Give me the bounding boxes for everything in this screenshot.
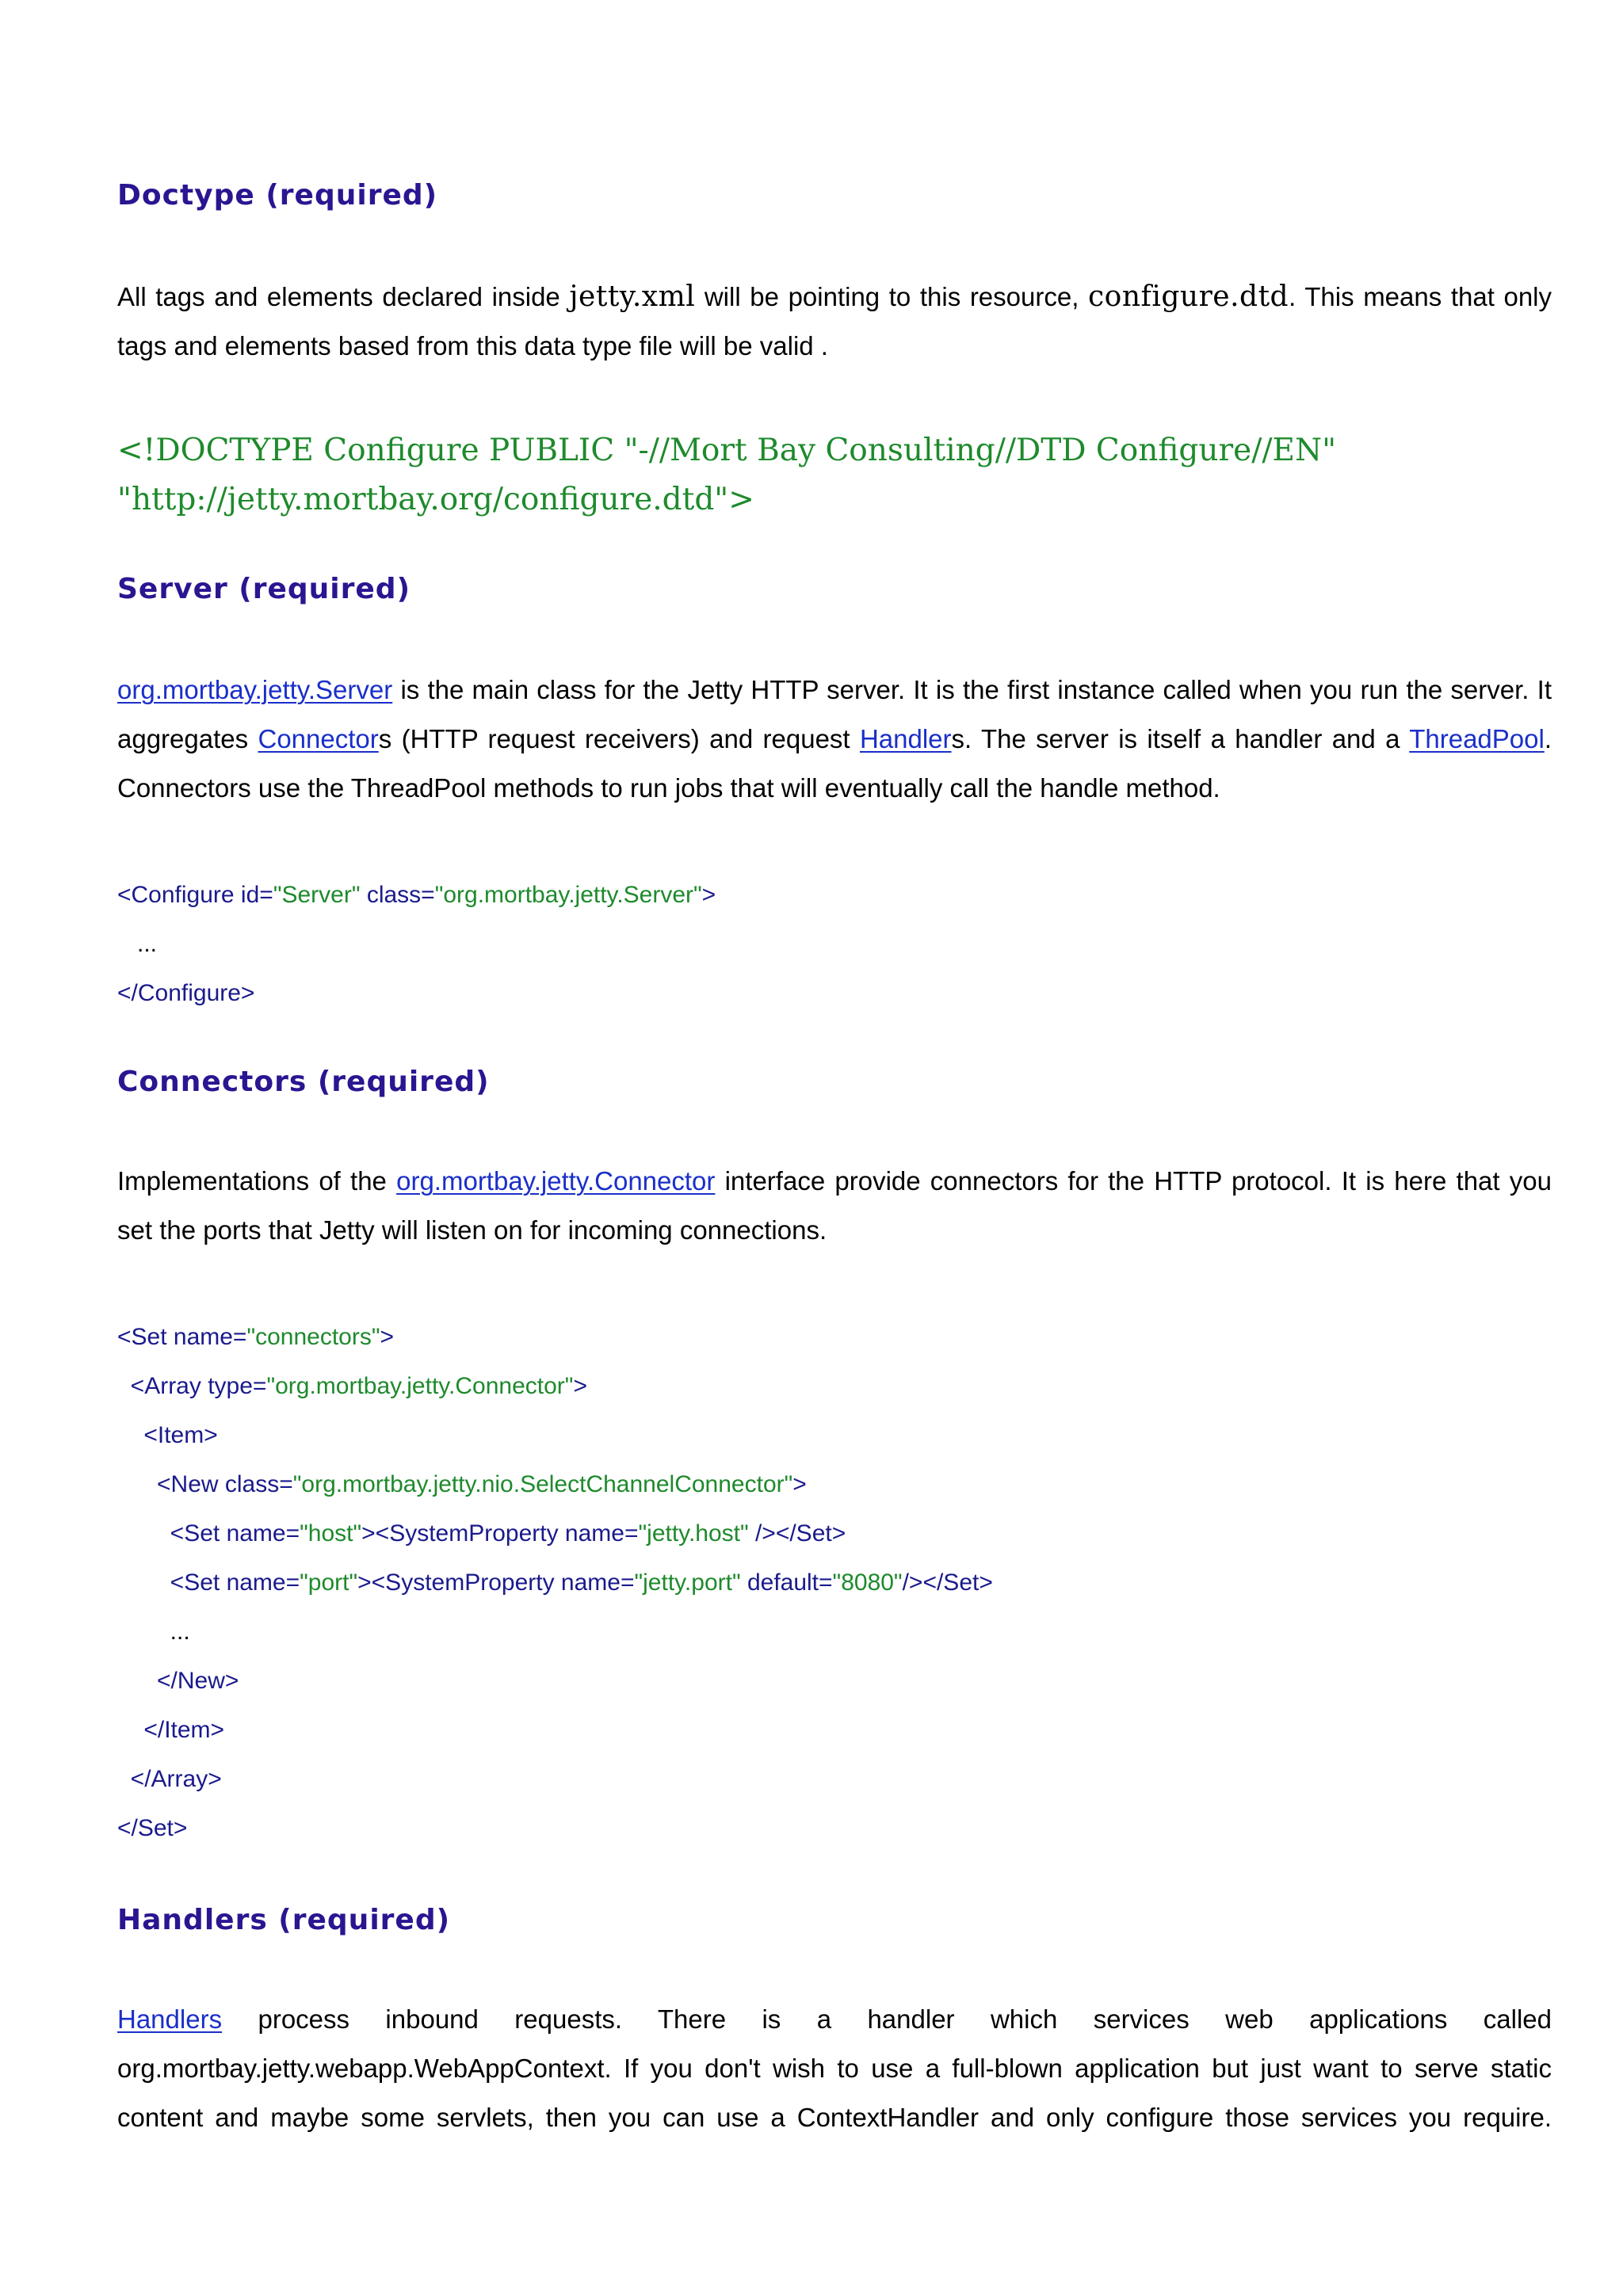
code-value: "host": [300, 1520, 362, 1547]
code-token: ><SystemProperty name=: [361, 1520, 639, 1547]
link-handler[interactable]: Handler: [859, 724, 952, 753]
code-line: </New>: [117, 1668, 239, 1694]
code-value: "org.mortbay.jetty.Connector": [266, 1373, 574, 1399]
code-token: <Set name=: [117, 1569, 300, 1596]
handlers-description-line-3: content and maybe some servlets, then you can use a ContextHandler and only configure those services you require.: [117, 2103, 1552, 2132]
code-line: </Item>: [117, 1717, 225, 1743]
doctype-declaration-line-1: <!DOCTYPE Configure PUBLIC "-//Mort Bay Consulting//DTD Configure//EN": [117, 433, 1337, 468]
code-line: [117, 1569, 993, 1596]
code-token: ><SystemProperty name=: [357, 1569, 635, 1596]
code-value: "jetty.port": [634, 1569, 741, 1596]
server-text-2: s (HTTP request receivers) and request: [378, 724, 860, 753]
file-configure-dtd: configure.dtd: [1087, 280, 1289, 313]
handlers-description-line-1: [117, 1995, 1552, 2044]
code-line: [117, 1373, 587, 1400]
code-line: [117, 1520, 846, 1547]
link-org-mortbay-jetty-connector[interactable]: org.mortbay.jetty.Connector: [396, 1166, 716, 1196]
link-org-mortbay-jetty-server[interactable]: org.mortbay.jetty.Server: [117, 675, 393, 704]
connectors-description: [117, 1157, 1552, 1255]
doctype-text-3: . This means that only tags and elements based from this data type file will be valid .: [117, 282, 1552, 360]
link-threadpool[interactable]: ThreadPool: [1409, 724, 1545, 753]
code-line: ...: [117, 931, 158, 957]
code-line: </Configure>: [117, 980, 255, 1006]
heading-connectors: Connectors (required): [117, 1066, 490, 1098]
doctype-text-1: All tags and elements declared inside: [117, 282, 570, 311]
code-value: "Server": [273, 882, 361, 908]
doctype-description: [117, 273, 1552, 371]
handlers-description-line-2: org.mortbay.jetty.webapp.WebAppContext. If you don't wish to use a full-blown application but just want to serve static: [117, 2054, 1552, 2083]
server-text-4: . Connectors use the ThreadPool methods to run jobs that will eventually call the handle method.: [117, 724, 1552, 803]
code-token: /></Set>: [902, 1569, 993, 1596]
code-token: default=: [740, 1569, 833, 1596]
code-value: "org.mortbay.jetty.nio.SelectChannelConnector": [292, 1471, 793, 1497]
server-description: [117, 666, 1552, 813]
code-token: >: [380, 1324, 395, 1350]
heading-handlers: Handlers (required): [117, 1904, 451, 1936]
code-token: <Set name=: [117, 1324, 247, 1350]
file-jetty-xml: jetty.xml: [569, 280, 696, 313]
heading-doctype: Doctype (required): [117, 179, 438, 212]
link-connector[interactable]: Connector: [258, 724, 379, 753]
link-handlers[interactable]: Handlers: [117, 2004, 223, 2034]
code-token: <Configure id=: [117, 882, 273, 908]
code-token: class=: [360, 882, 435, 908]
connectors-text-2: interface provide connectors for the HTTP protocol. It is here that you set the ports that Jetty will listen on for incoming connections.: [117, 1166, 1552, 1245]
code-token: >: [573, 1373, 587, 1399]
connectors-text-1: Implementations of the: [117, 1166, 397, 1196]
code-value: "8080": [832, 1569, 903, 1596]
server-text-1: is the main class for the Jetty HTTP server. It is the first instance called when you run the server. It aggregates: [117, 675, 1552, 753]
code-value: "org.mortbay.jetty.Server": [434, 882, 702, 908]
code-value: "connectors": [246, 1324, 380, 1350]
heading-server: Server (required): [117, 573, 411, 605]
code-token: <New class=: [117, 1471, 293, 1497]
handlers-text-1: process inbound requests. There is a handler which services web applications called: [222, 2004, 1552, 2034]
code-line: </Set>: [117, 1815, 188, 1841]
server-text-3: s. The server is itself a handler and a: [951, 724, 1410, 753]
code-line: <Item>: [117, 1422, 218, 1448]
code-token: >: [701, 882, 716, 908]
code-line: [117, 1471, 807, 1498]
code-token: >: [792, 1471, 807, 1497]
code-token: <Set name=: [117, 1520, 300, 1547]
code-value: "jetty.host": [638, 1520, 749, 1547]
code-line: ...: [117, 1619, 190, 1645]
code-value: "port": [300, 1569, 358, 1596]
code-token: <Array type=: [117, 1373, 267, 1399]
doctype-text-2: will be pointing to this resource,: [695, 282, 1088, 311]
doctype-declaration-line-2: "http://jetty.mortbay.org/configure.dtd">: [117, 482, 754, 517]
code-line: </Array>: [117, 1766, 222, 1792]
code-line: [117, 882, 716, 909]
code-token: /></Set>: [748, 1520, 846, 1547]
code-line: [117, 1324, 394, 1351]
